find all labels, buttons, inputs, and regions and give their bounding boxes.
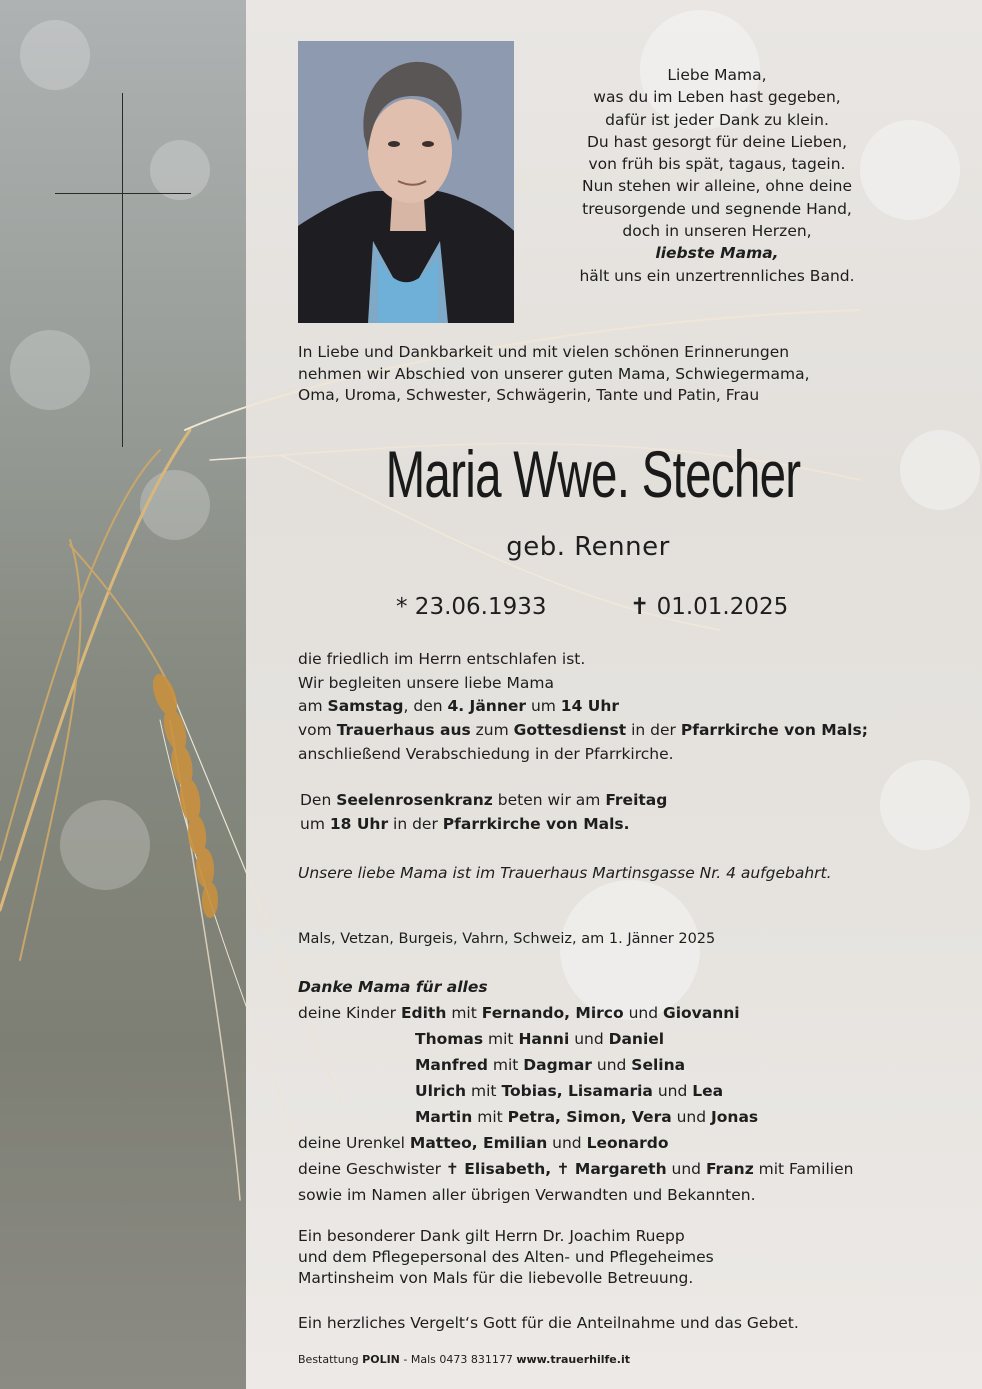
cross-vertical-line — [122, 93, 123, 447]
poem-line: dafür ist jeder Dank zu klein. — [605, 110, 829, 129]
family-line: Manfred mit Dagmar und Selina — [415, 1056, 686, 1074]
family-line: deine Urenkel Matteo, Emilian und Leonardo — [298, 1134, 669, 1152]
poem-line: doch in unseren Herzen, — [622, 222, 812, 241]
family-line: deine Geschwister ✝ Elisabeth, ✝ Margareth und Franz mit Familien — [298, 1160, 854, 1178]
laid-out-notice: Unsere liebe Mama ist im Trauerhaus Martinsgasse Nr. 4 aufgebahrt. — [298, 864, 832, 882]
family-line: sowie im Namen aller übrigen Verwandten und Bekannten. — [298, 1186, 756, 1204]
closing-line: Ein herzliches Vergelt‘s Gott für die Anteilnahme und das Gebet. — [298, 1314, 799, 1332]
funeral-line: am Samstag, den 4. Jänner um 14 Uhr — [298, 697, 620, 716]
family-list — [298, 974, 853, 1208]
intro-line: In Liebe und Dankbarkeit und mit vielen schönen Erinnerungen — [298, 343, 790, 361]
family-line: Thomas mit Hanni und Daniel — [415, 1030, 665, 1048]
family-heading: Danke Mama für alles — [298, 978, 488, 996]
intro-line: Oma, Uroma, Schwester, Schwägerin, Tante und Patin, Frau — [298, 386, 760, 404]
rosary-details — [300, 789, 667, 836]
poem-line: Du hast gesorgt für deine Lieben, — [586, 132, 848, 151]
intro-text — [298, 342, 918, 407]
website-link[interactable]: www.trauerhilfe.it — [516, 1353, 630, 1366]
funeral-details — [298, 648, 868, 767]
rosary-line: um 18 Uhr in der Pfarrkirche von Mals. — [300, 814, 630, 833]
family-line: Ulrich mit Tobias, Lisamaria und Lea — [415, 1082, 724, 1100]
thanks-line: Martinsheim von Mals für die liebevolle Betreuung. — [298, 1269, 694, 1287]
footer: Bestattung POLIN - Mals 0473 831177 www.trauerhilfe.it — [298, 1353, 630, 1366]
intro-line: nehmen wir Abschied von unserer guten Mama, Schwiegermama, — [298, 364, 810, 383]
cross-horizontal-line — [55, 193, 191, 194]
poem-line: von früh bis spät, tagaus, tagein. — [588, 155, 846, 174]
birth-name: geb. Renner — [506, 532, 670, 562]
thanks-line: Ein besonderer Dank gilt Herrn Dr. Joachim Ruepp — [298, 1227, 685, 1245]
funeral-line: Wir begleiten unsere liebe Mama — [298, 673, 554, 692]
poem-line: hält uns ein unzertrennliches Band. — [579, 266, 855, 285]
poem-line: was du im Leben hast gegeben, — [593, 88, 841, 107]
birth-date: * 23.06.1933 — [396, 594, 547, 620]
death-date: ✝ 01.01.2025 — [630, 594, 789, 620]
poem-line: treusorgende und segnende Hand, — [582, 199, 852, 218]
thanks-line: und dem Pflegepersonal des Alten- und Pflegeheimes — [298, 1248, 714, 1266]
rosary-line: Den Seelenrosenkranz beten wir am Freitag — [300, 791, 668, 809]
poem — [530, 64, 904, 287]
family-line: deine Kinder Edith mit Fernando, Mirco und Giovanni — [298, 1004, 740, 1022]
portrait-photo — [298, 41, 514, 323]
funeral-line: vom Trauerhaus aus zum Gottesdienst in der Pfarrkirche von Mals; — [298, 721, 868, 740]
funeral-line: anschließend Verabschiedung in der Pfarrkirche. — [298, 744, 674, 763]
funeral-line: die friedlich im Herrn entschlafen ist. — [298, 650, 586, 668]
poem-line: Liebe Mama, — [667, 66, 767, 84]
deceased-name: Maria Wwe. Stecher — [385, 437, 801, 511]
poem-line: Nun stehen wir alleine, ohne deine — [581, 177, 853, 196]
special-thanks — [298, 1226, 714, 1289]
family-line: Martin mit Petra, Simon, Vera und Jonas — [415, 1108, 759, 1126]
poem-line-emphasis: liebste Mama, — [655, 244, 779, 263]
places-date: Mals, Vetzan, Burgeis, Vahrn, Schweiz, am 1. Jänner 2025 — [298, 931, 716, 947]
